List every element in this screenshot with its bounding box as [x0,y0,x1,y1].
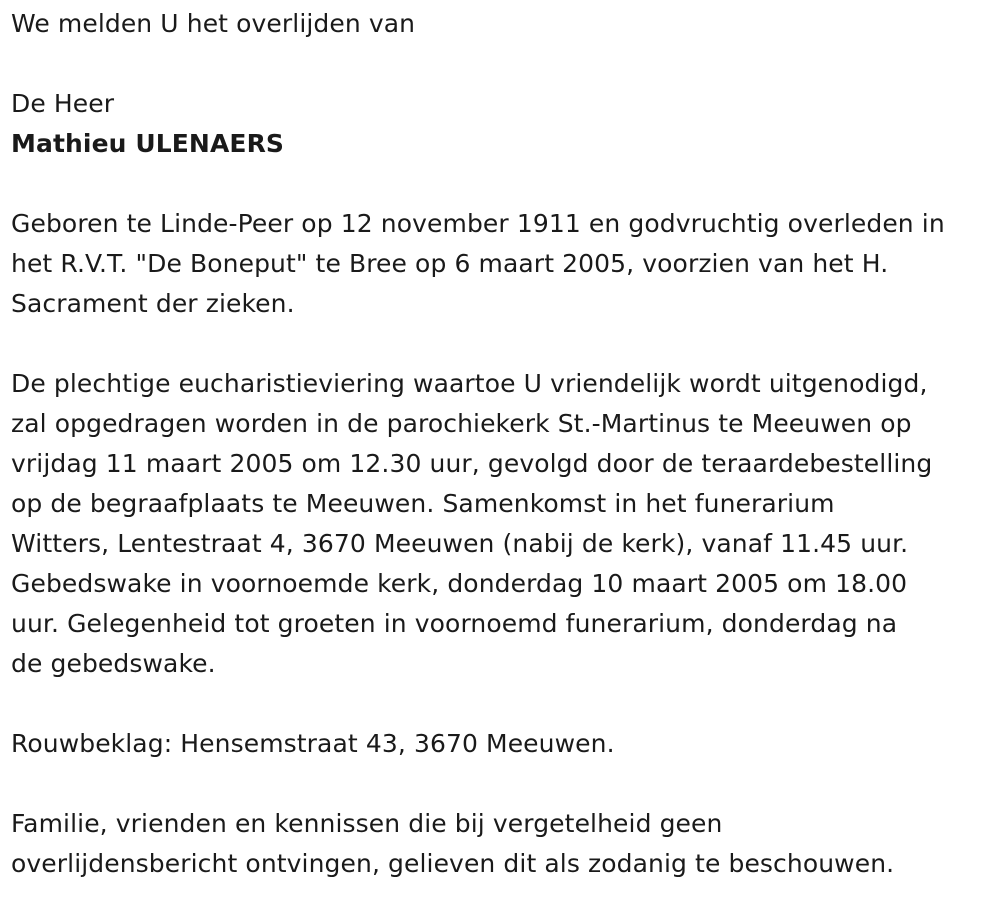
spacer [11,324,991,364]
spacer [11,684,991,724]
birth-line: het R.V.T. "De Boneput" te Bree op 6 maart 2005, voorzien van het H. [11,249,889,278]
ceremony-line: vrijdag 11 maart 2005 om 12.30 uur, gevolgd door de teraardebestelling [11,449,933,478]
birth-paragraph [11,204,991,324]
ceremony-line: op de begraafplaats te Meeuwen. Samenkomst in het funerarium [11,489,835,518]
birth-line: Geboren te Linde-Peer op 12 november 1911 en godvruchtig overleden in [11,209,945,238]
ceremony-line: de gebedswake. [11,649,216,678]
spacer [11,44,991,84]
death-notice [11,0,991,884]
deceased-name: Mathieu ULENAERS [11,129,285,158]
intro-text: We melden U het overlijden van [11,9,416,38]
notice-line: overlijdensbericht ontvingen, gelieven dit als zodanig te beschouwen. [11,849,895,878]
ceremony-line: uur. Gelegenheid tot groeten in voornoemd funerarium, donderdag na [11,609,898,638]
notice-paragraph [11,804,991,884]
spacer [11,164,991,204]
ceremony-paragraph [11,364,991,684]
ceremony-line: De plechtige eucharistieviering waartoe U vriendelijk wordt uitgenodigd, [11,369,928,398]
ceremony-line: zal opgedragen worden in de parochiekerk St.-Martinus te Meeuwen op [11,409,912,438]
ceremony-line: Gebedswake in voornoemde kerk, donderdag 10 maart 2005 om 18.00 [11,569,908,598]
ceremony-line: Witters, Lentestraat 4, 3670 Meeuwen (nabij de kerk), vanaf 11.45 uur. [11,529,909,558]
spacer [11,764,991,804]
deceased-title: De Heer [11,89,115,118]
notice-line: Familie, vrienden en kennissen die bij vergetelheid geen [11,809,723,838]
condolence-address: Rouwbeklag: Hensemstraat 43, 3670 Meeuwen. [11,729,615,758]
birth-line: Sacrament der zieken. [11,289,295,318]
